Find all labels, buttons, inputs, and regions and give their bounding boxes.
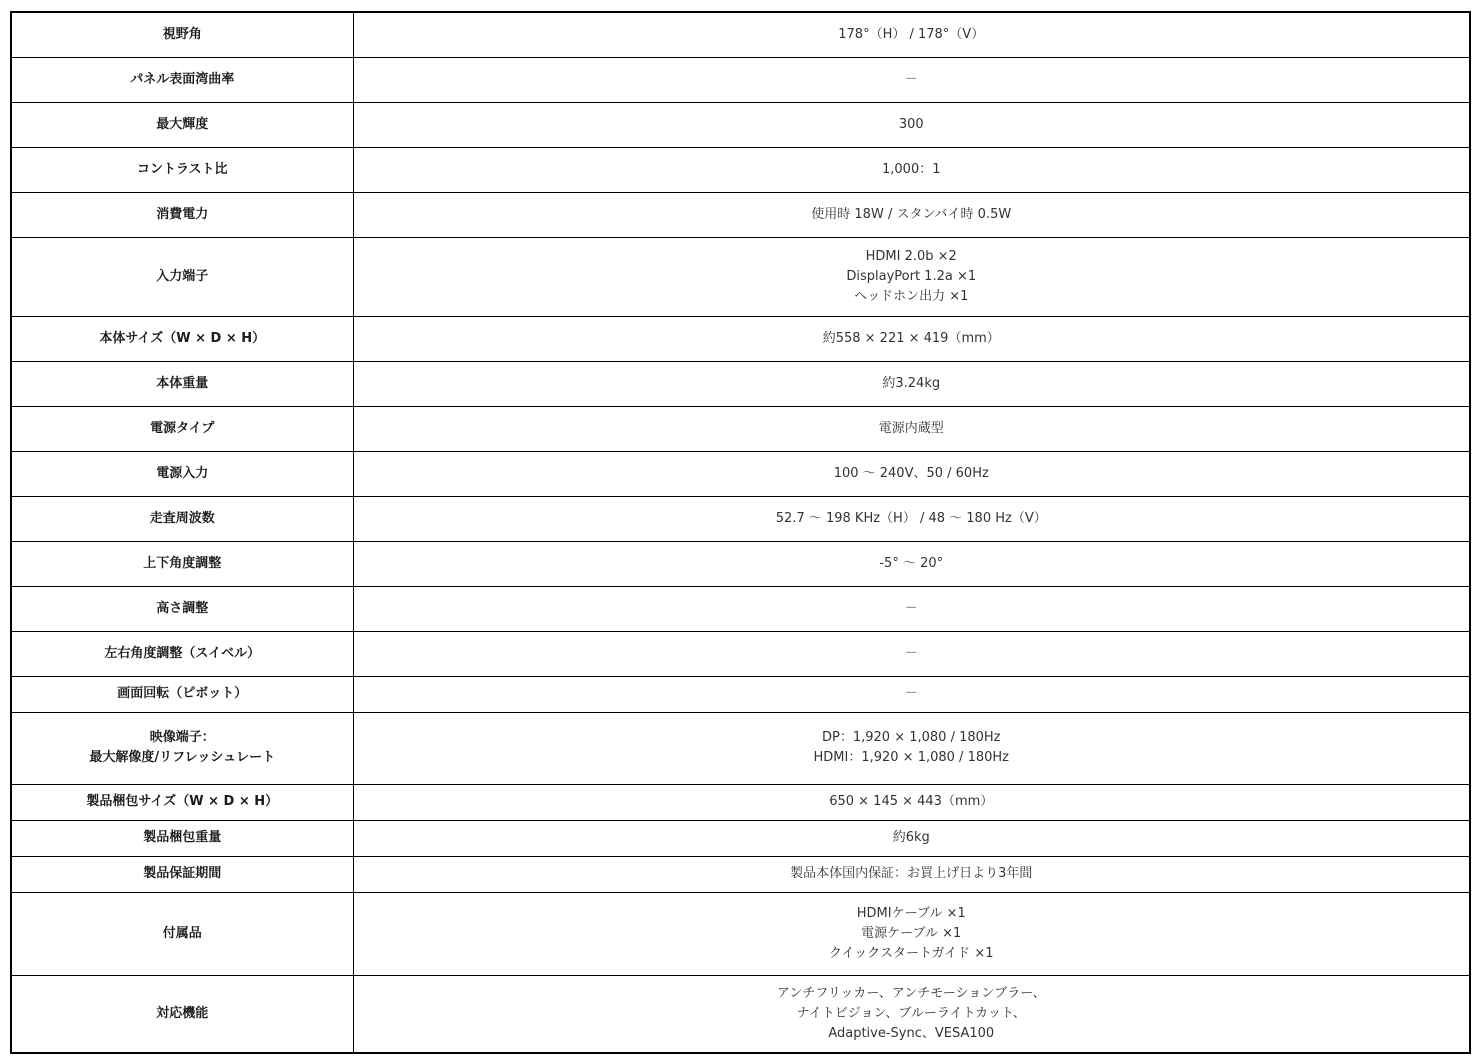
spec-label-cell — [11, 856, 353, 892]
spec-value-cell — [353, 406, 1470, 451]
spec-label-cell — [11, 451, 353, 496]
spec-table — [10, 11, 1471, 1054]
spec-label-cell — [11, 361, 353, 406]
spec-value: 52.7 ～ 198 KHz（H） / 48 ～ 180 Hz（V） — [775, 510, 1047, 526]
spec-label: 製品梱包重量 — [143, 830, 222, 845]
spec-value: 電源ケーブル ×1 — [861, 925, 962, 941]
spec-label: 左右角度調整（スイベル） — [104, 645, 261, 661]
spec-label-cell — [11, 147, 353, 192]
spec-row — [11, 361, 1470, 406]
spec-label-cell — [11, 406, 353, 451]
spec-label: 製品保証期間 — [143, 866, 222, 881]
spec-label-cell — [11, 102, 353, 147]
spec-value-cell — [353, 12, 1470, 57]
spec-row — [11, 12, 1470, 57]
spec-value-cell — [353, 820, 1470, 856]
spec-value-cell — [353, 856, 1470, 892]
spec-value-cell — [353, 57, 1470, 102]
spec-value-cell — [353, 541, 1470, 586]
spec-label: 高さ調整 — [156, 600, 209, 616]
spec-table-body — [11, 12, 1470, 1053]
spec-value-cell — [353, 192, 1470, 237]
spec-value: － — [904, 600, 918, 616]
spec-row — [11, 820, 1470, 856]
spec-value-cell — [353, 147, 1470, 192]
spec-row — [11, 316, 1470, 361]
spec-row — [11, 856, 1470, 892]
spec-value: 650 × 145 × 443（mm） — [829, 794, 994, 809]
spec-label-cell — [11, 57, 353, 102]
spec-row — [11, 784, 1470, 820]
spec-label: 製品梱包サイズ（W × D × H） — [86, 794, 279, 809]
spec-value: HDMI 2.0b ×2 — [865, 248, 957, 264]
spec-label-cell — [11, 975, 353, 1053]
spec-value-cell — [353, 102, 1470, 147]
spec-value: Adaptive-Sync、VESA100 — [828, 1025, 995, 1041]
spec-value: － — [904, 645, 918, 661]
spec-value-cell — [353, 631, 1470, 676]
spec-value: 電源内蔵型 — [878, 420, 944, 436]
spec-row — [11, 102, 1470, 147]
spec-row — [11, 541, 1470, 586]
spec-value-cell — [353, 712, 1470, 784]
spec-value: 使用時 18W / スタンバイ時 0.5W — [811, 206, 1012, 222]
spec-label: パネル表面湾曲率 — [130, 71, 235, 87]
spec-label: 消費電力 — [156, 206, 209, 222]
spec-label: 付属品 — [162, 925, 202, 941]
spec-value: 約558 × 221 × 419（mm） — [822, 330, 1000, 346]
spec-value-cell — [353, 316, 1470, 361]
spec-label-cell — [11, 496, 353, 541]
spec-row — [11, 712, 1470, 784]
spec-label: 最大輝度 — [156, 116, 209, 132]
spec-label-cell — [11, 892, 353, 975]
spec-value-cell — [353, 496, 1470, 541]
spec-label-cell — [11, 316, 353, 361]
spec-value-cell — [353, 892, 1470, 975]
spec-value: アンチフリッカー、アンチモーションブラー、 — [776, 985, 1046, 1001]
spec-label: 走査周波数 — [149, 510, 215, 526]
spec-label-cell — [11, 192, 353, 237]
spec-row — [11, 147, 1470, 192]
spec-value-cell — [353, 451, 1470, 496]
spec-value: 製品本体国内保証：お買上げ日より3年間 — [790, 866, 1033, 881]
spec-row — [11, 237, 1470, 316]
spec-label-cell — [11, 676, 353, 712]
spec-label: 画面回転（ピボット） — [117, 686, 248, 701]
spec-label: 上下角度調整 — [143, 555, 222, 571]
spec-label-cell — [11, 12, 353, 57]
spec-label: 映像端子： — [149, 730, 215, 745]
spec-value-cell — [353, 237, 1470, 316]
spec-row — [11, 586, 1470, 631]
spec-label: 本体重量 — [156, 375, 209, 391]
spec-value: クイックスタートガイド ×1 — [829, 945, 994, 961]
spec-label: コントラスト比 — [136, 161, 228, 177]
spec-value: － — [904, 71, 918, 87]
spec-label-cell — [11, 784, 353, 820]
spec-label: 対応機能 — [156, 1005, 209, 1021]
spec-value-cell — [353, 361, 1470, 406]
spec-value: -5° ～ 20° — [879, 555, 944, 571]
spec-value: 178°（H） / 178°（V） — [838, 26, 985, 42]
spec-value: 300 — [898, 116, 924, 132]
spec-value: DisplayPort 1.2a ×1 — [846, 268, 977, 284]
spec-label: 最大解像度/リフレッシュレート — [89, 750, 276, 765]
spec-label: 本体サイズ（W × D × H） — [99, 330, 266, 346]
spec-value: HDMIケーブル ×1 — [856, 905, 966, 921]
spec-row — [11, 406, 1470, 451]
spec-value-cell — [353, 784, 1470, 820]
spec-value: 1,000：1 — [882, 161, 941, 177]
spec-value: ヘッドホン出力 ×1 — [854, 288, 969, 304]
spec-label: 視野角 — [162, 26, 202, 42]
spec-label-cell — [11, 631, 353, 676]
spec-value-cell — [353, 676, 1470, 712]
spec-label-cell — [11, 712, 353, 784]
spec-row — [11, 57, 1470, 102]
spec-value: HDMI：1,920 × 1,080 / 180Hz — [813, 750, 1009, 765]
spec-label: 電源タイプ — [150, 420, 215, 436]
spec-value: DP：1,920 × 1,080 / 180Hz — [822, 730, 1001, 745]
spec-row — [11, 451, 1470, 496]
spec-value: － — [904, 686, 918, 701]
spec-value: 100 ～ 240V、50 / 60Hz — [833, 465, 989, 481]
spec-row — [11, 892, 1470, 975]
spec-row — [11, 192, 1470, 237]
spec-row — [11, 496, 1470, 541]
spec-row — [11, 975, 1470, 1053]
spec-label-cell — [11, 820, 353, 856]
spec-value-cell — [353, 975, 1470, 1053]
spec-row — [11, 631, 1470, 676]
spec-label-cell — [11, 586, 353, 631]
spec-value: 約6kg — [892, 830, 930, 845]
spec-label-cell — [11, 237, 353, 316]
spec-value-cell — [353, 586, 1470, 631]
spec-row — [11, 676, 1470, 712]
spec-value: ナイトビジョン、ブルーライトカット、 — [796, 1005, 1026, 1021]
spec-value: 約3.24kg — [882, 375, 941, 391]
spec-label-cell — [11, 541, 353, 586]
spec-label: 電源入力 — [156, 465, 209, 481]
spec-label: 入力端子 — [156, 268, 209, 284]
